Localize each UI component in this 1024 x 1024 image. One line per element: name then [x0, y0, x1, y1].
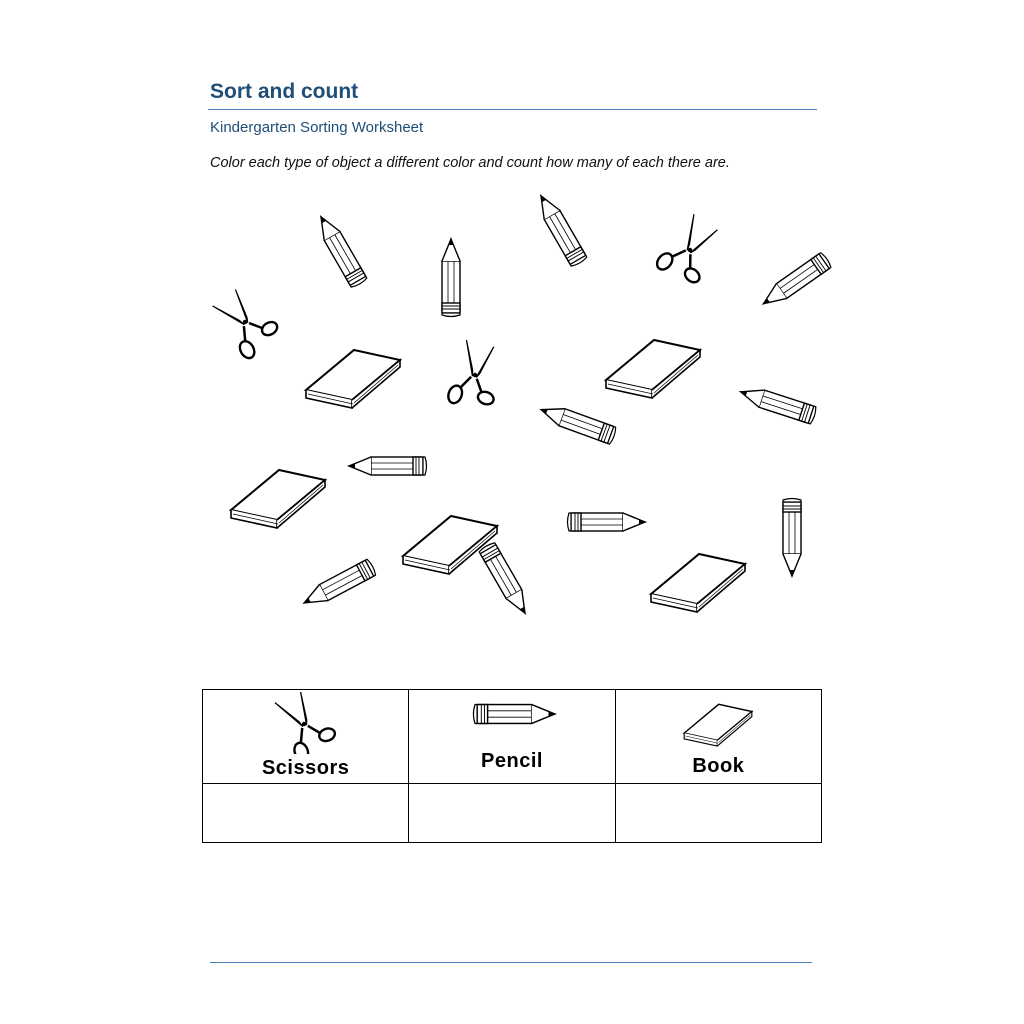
count-table: [202, 689, 822, 843]
pencil-icon: [532, 190, 587, 268]
column-label-scissors: Scissors: [261, 757, 350, 779]
pencil-icon: [347, 457, 427, 475]
book-icon: [606, 340, 700, 398]
column-label-pencil: Pencil: [481, 750, 543, 772]
book-icon: [403, 516, 497, 574]
book-icon: [616, 692, 821, 754]
answer-cell-scissors[interactable]: [203, 784, 409, 843]
answer-cell-pencil[interactable]: [409, 784, 615, 843]
pencil-icon: [442, 237, 460, 317]
page-title: Sort and count: [210, 80, 359, 103]
book-icon: [231, 470, 325, 528]
book-icon: [306, 350, 400, 408]
scissors-icon: [203, 692, 408, 754]
pencil-icon: [478, 542, 533, 620]
table-header-scissors: [203, 690, 409, 784]
pencil-icon: [312, 211, 367, 289]
scissors-icon: [211, 280, 284, 361]
column-label-book: Book: [692, 755, 745, 777]
table-header-book: [615, 690, 821, 784]
pencil-icon: [298, 559, 377, 612]
pencil-icon: [568, 513, 648, 531]
instructions-text: Color each type of object a different color and count how many of each there are.: [210, 155, 730, 171]
pencil-icon: [736, 383, 817, 425]
scissors-icon: [653, 212, 731, 293]
table-header-row: [203, 690, 822, 784]
scissors-icon: [445, 337, 511, 416]
pencil-icon: [757, 252, 832, 312]
page-subtitle: Kindergarten Sorting Worksheet: [210, 119, 424, 136]
pencil-icon: [783, 499, 801, 579]
book-icon: [651, 554, 745, 612]
pencil-icon: [536, 401, 617, 445]
pencil-icon: [409, 692, 614, 732]
answer-cell-book[interactable]: [615, 784, 821, 843]
footer-rule: [210, 962, 812, 963]
table-header-pencil: [409, 690, 615, 784]
table-answer-row: [203, 784, 822, 843]
